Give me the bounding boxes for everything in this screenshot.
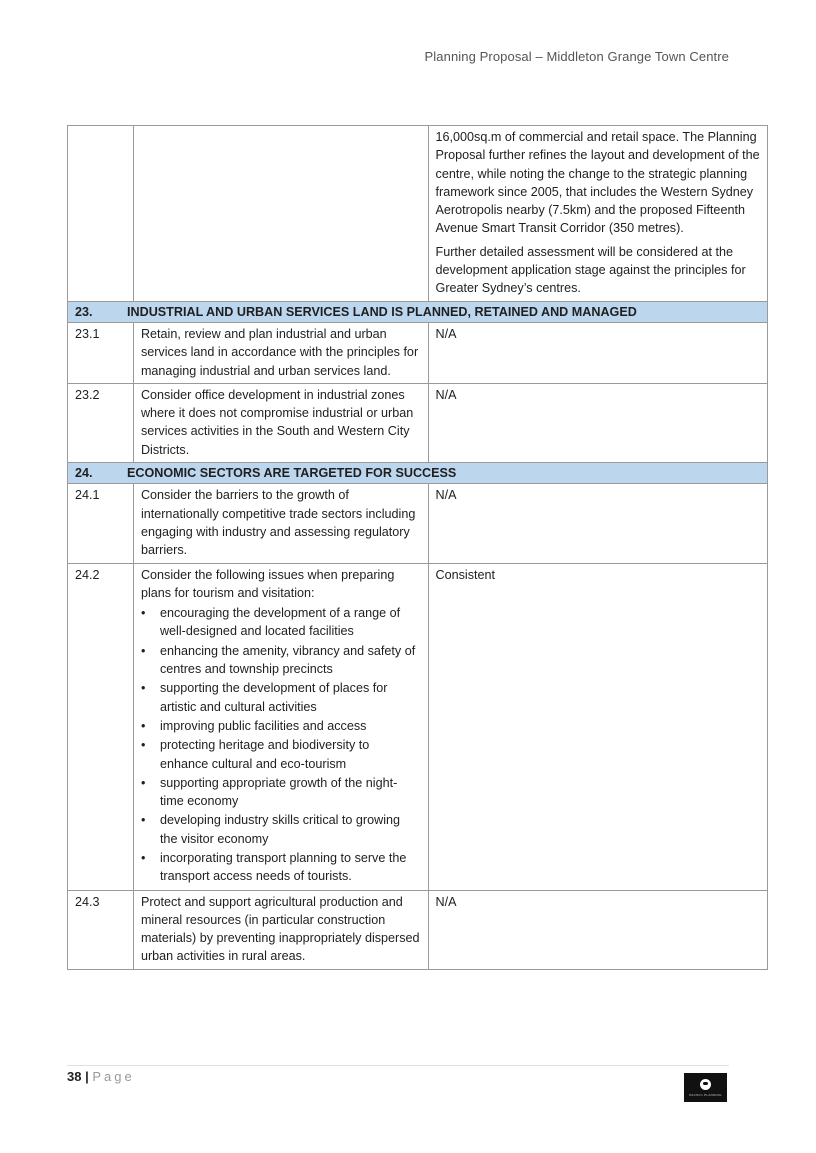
section-heading	[68, 301, 768, 322]
table-row	[68, 322, 768, 383]
bullet-icon: •	[140, 681, 146, 696]
action-text	[133, 563, 428, 890]
action-id: 24.3	[68, 890, 134, 969]
section-title: INDUSTRIAL AND URBAN SERVICES LAND IS PLANNED, RETAINED AND MANAGED	[127, 304, 637, 319]
bullet-icon: •	[140, 775, 146, 790]
table-row	[68, 126, 768, 302]
page-number: 38	[67, 1069, 82, 1084]
empty-cell	[68, 126, 134, 302]
list-item: • enhancing the amenity, vibrancy and safety of centres and township precincts	[140, 643, 416, 677]
list-item: • encouraging the development of a range of well-designed and located facilities	[140, 606, 401, 639]
table-row	[68, 563, 768, 890]
table-row	[68, 383, 768, 462]
bullet-icon: •	[140, 813, 146, 828]
action-id: 24.1	[68, 484, 134, 563]
action-id: 23.1	[68, 322, 134, 383]
action-text: Consider office development in industrial zones where it does not compromise industrial or urban services activities in the South and Western City Districts.	[133, 383, 428, 462]
bullet-icon: •	[140, 643, 146, 658]
response-cell: N/A	[428, 890, 767, 969]
section-heading	[68, 463, 768, 484]
bullet-icon: •	[140, 718, 146, 733]
logo-text: PACIFIC PLANNING	[689, 1093, 722, 1097]
action-text: Protect and support agricultural production and mineral resources (in particular construction materials) by preventing inappropriately dispersed urban activities in rural areas.	[133, 890, 428, 969]
bullet-icon: •	[140, 850, 146, 865]
response-paragraph: Further detailed assessment will be considered at the development application stage against the principles for Greater Sydney’s centres.	[435, 244, 746, 296]
company-logo	[684, 1073, 727, 1102]
table-row	[68, 890, 768, 969]
page-separator: |	[85, 1069, 89, 1084]
tourism-issues-list	[141, 604, 421, 885]
list-item: • supporting appropriate growth of the night-time economy	[140, 775, 398, 809]
footer-divider	[67, 1065, 729, 1066]
response-cell	[428, 126, 767, 302]
list-item: • supporting the development of places for artistic and cultural activities	[140, 681, 388, 714]
page-label: Page	[92, 1069, 135, 1084]
strategy-consistency-table	[67, 125, 768, 970]
section-number: 23.	[75, 304, 93, 319]
response-cell: N/A	[428, 322, 767, 383]
section-title: ECONOMIC SECTORS ARE TARGETED FOR SUCCESS	[127, 466, 457, 481]
action-intro: Consider the following issues when preparing plans for tourism and visitation:	[140, 567, 395, 600]
action-id: 24.2	[68, 563, 134, 890]
response-paragraph: 16,000sq.m of commercial and retail space. The Planning Proposal further refines the layout and development of the centre, while noting the change to the strategic planning framework since 2005, that includes the Western Sydney Aerotropolis nearby (7.5km) and the proposed Fifteenth Avenue Smart Transit Corridor (350 metres).	[435, 130, 760, 236]
section-heading-row	[68, 301, 768, 322]
list-item: • developing industry skills critical to growing the visitor economy	[140, 813, 401, 846]
table-row	[68, 484, 768, 563]
logo-icon	[700, 1079, 711, 1090]
list-item: • improving public facilities and access	[160, 717, 421, 735]
section-number: 24.	[75, 466, 93, 481]
action-text: Retain, review and plan industrial and urban services land in accordance with the principles for managing industrial and urban services land.	[133, 322, 428, 383]
section-heading-row	[68, 463, 768, 484]
bullet-icon: •	[140, 738, 146, 753]
page-header-title: Planning Proposal – Middleton Grange Town Centre	[424, 49, 729, 64]
list-item: • incorporating transport planning to serve the transport access needs of tourists.	[140, 850, 407, 884]
response-cell: N/A	[428, 383, 767, 462]
action-text: Consider the barriers to the growth of internationally competitive trade sectors including engaging with industry and assessing regulatory barriers.	[133, 484, 428, 563]
response-cell: N/A	[428, 484, 767, 563]
page-number-footer	[67, 1069, 135, 1084]
response-cell: Consistent	[428, 563, 767, 890]
action-id: 23.2	[68, 383, 134, 462]
list-item: • protecting heritage and biodiversity to enhance cultural and eco-tourism	[140, 738, 370, 771]
empty-cell	[133, 126, 428, 302]
bullet-icon: •	[140, 606, 146, 621]
